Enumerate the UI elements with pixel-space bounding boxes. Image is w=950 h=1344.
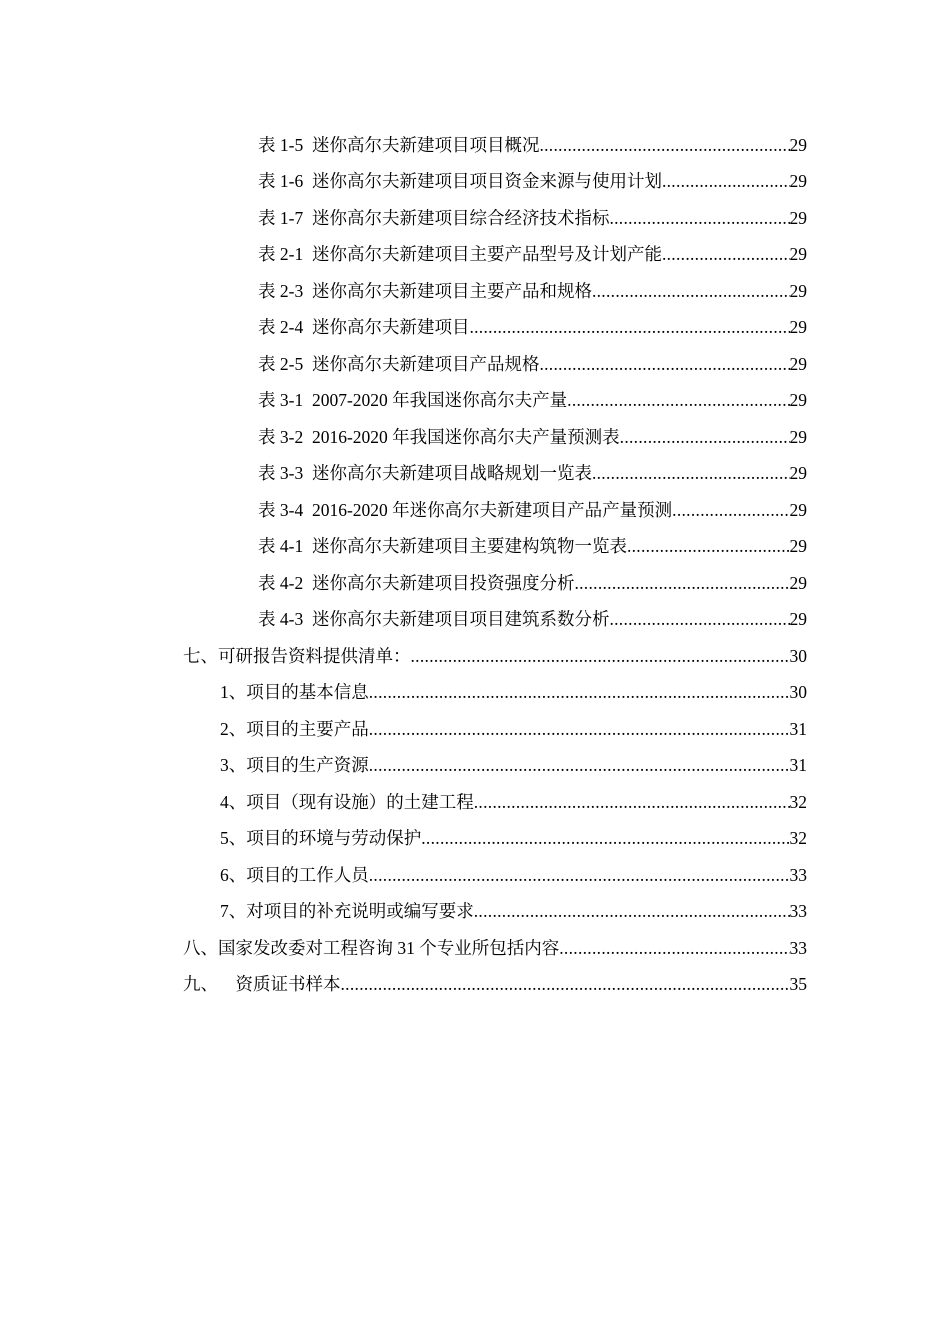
toc-dot-leader [627, 535, 790, 557]
toc-dot-leader [662, 243, 790, 265]
toc-page-number: 30 [789, 682, 807, 702]
toc-entry-text: 表 3-3 迷你高尔夫新建项目战略规划一览表 [258, 463, 592, 483]
toc-entry[interactable] [258, 485, 807, 521]
toc-entry-text: 表 1-6 迷你高尔夫新建项目项目资金来源与使用计划 [258, 171, 662, 191]
toc-entry[interactable] [258, 120, 807, 156]
toc-dot-leader [567, 389, 789, 411]
toc-entry[interactable] [220, 886, 807, 922]
toc-entry[interactable] [183, 923, 807, 959]
toc-entry[interactable] [220, 777, 807, 813]
toc-page-number: 29 [789, 354, 807, 374]
toc-page-number: 29 [789, 281, 807, 301]
toc-entry-text: 7、对项目的补充说明或编写要求 [220, 901, 474, 921]
toc-entry[interactable] [258, 521, 807, 557]
toc-dot-leader [369, 864, 790, 886]
toc-entry[interactable] [258, 594, 807, 630]
toc-entry-text: 6、项目的工作人员 [220, 865, 369, 885]
toc-entry[interactable] [258, 302, 807, 338]
toc-dot-leader [369, 718, 790, 740]
toc-entry[interactable] [183, 959, 807, 995]
toc-entry-text: 表 2-3 迷你高尔夫新建项目主要产品和规格 [258, 281, 592, 301]
toc-entry-text: 表 3-2 2016-2020 年我国迷你高尔夫产量预测表 [258, 427, 620, 447]
toc-dot-leader [539, 134, 789, 156]
toc-dot-leader [421, 827, 789, 849]
toc-entry[interactable] [258, 229, 807, 265]
toc-entry-text: 5、项目的环境与劳动保护 [220, 828, 422, 848]
toc-entry[interactable] [258, 193, 807, 229]
toc-page-number: 29 [789, 390, 807, 410]
toc-entry[interactable] [258, 558, 807, 594]
toc-page-number: 29 [789, 609, 807, 629]
toc-dot-leader [672, 499, 789, 521]
toc-entry-text: 七、可研报告资料提供清单： [183, 646, 411, 666]
toc-entry[interactable] [258, 156, 807, 192]
toc-entry[interactable] [220, 740, 807, 776]
toc-entry[interactable] [258, 266, 807, 302]
toc-page-number: 35 [789, 974, 807, 994]
toc-entry-text: 4、项目（现有设施）的土建工程 [220, 792, 474, 812]
toc-entry-text: 表 4-2 迷你高尔夫新建项目投资强度分析 [258, 573, 575, 593]
toc-entry[interactable] [258, 339, 807, 375]
toc-entry[interactable] [258, 375, 807, 411]
toc-dot-leader [574, 572, 789, 594]
toc-page-number: 29 [789, 463, 807, 483]
toc-entry-text: 表 1-7 迷你高尔夫新建项目综合经济技术指标 [258, 208, 610, 228]
toc-dot-leader [341, 973, 790, 995]
toc-dot-leader [369, 681, 790, 703]
toc-entry-text: 表 2-4 迷你高尔夫新建项目 [258, 317, 470, 337]
toc-page-number: 31 [789, 719, 807, 739]
toc-page-number: 29 [789, 135, 807, 155]
toc-dot-leader [620, 426, 790, 448]
toc-entry-text: 2、项目的主要产品 [220, 719, 369, 739]
toc-dot-leader [474, 900, 790, 922]
toc-entry-text: 表 2-5 迷你高尔夫新建项目产品规格 [258, 354, 540, 374]
toc-entry[interactable] [258, 412, 807, 448]
toc-page-number: 31 [789, 755, 807, 775]
toc-page-number: 29 [789, 244, 807, 264]
toc-dot-leader [609, 207, 789, 229]
toc-dot-leader [559, 937, 789, 959]
toc-page-number: 33 [789, 938, 807, 958]
toc-dot-leader [411, 645, 790, 667]
toc-dot-leader [592, 280, 790, 302]
toc-dot-leader [662, 170, 790, 192]
toc-entry[interactable] [220, 667, 807, 703]
toc-page-number: 29 [789, 427, 807, 447]
toc-entry[interactable] [220, 704, 807, 740]
toc-page-number: 32 [789, 828, 807, 848]
toc-dot-leader [474, 791, 790, 813]
toc-page-number: 33 [789, 901, 807, 921]
toc-entry[interactable] [220, 850, 807, 886]
toc-page-number: 29 [789, 536, 807, 556]
toc-page-number: 29 [789, 317, 807, 337]
toc-page-number: 29 [789, 573, 807, 593]
toc-page-number: 30 [789, 646, 807, 666]
toc-entry-text: 表 4-1 迷你高尔夫新建项目主要建构筑物一览表 [258, 536, 627, 556]
toc-entry-text: 九、 资质证书样本 [183, 974, 341, 994]
toc-page-number: 32 [789, 792, 807, 812]
toc-entry-text: 八、国家发改委对工程咨询 31 个专业所包括内容 [183, 938, 560, 958]
toc-dot-leader [539, 353, 789, 375]
toc-page-number: 29 [789, 171, 807, 191]
toc-dot-leader [369, 754, 790, 776]
toc-entry-text: 表 3-4 2016-2020 年迷你高尔夫新建项目产品产量预测 [258, 500, 673, 520]
toc-page-number: 29 [789, 208, 807, 228]
toc-entry-text: 表 1-5 迷你高尔夫新建项目项目概况 [258, 135, 540, 155]
toc-entry-text: 表 2-1 迷你高尔夫新建项目主要产品型号及计划产能 [258, 244, 662, 264]
toc-entry[interactable] [183, 631, 807, 667]
toc-entry-text: 1、项目的基本信息 [220, 682, 369, 702]
toc-entry-text: 表 4-3 迷你高尔夫新建项目项目建筑系数分析 [258, 609, 610, 629]
toc-entry[interactable] [220, 813, 807, 849]
toc-entry[interactable] [258, 448, 807, 484]
toc-page-number: 29 [789, 500, 807, 520]
toc-page-number: 33 [789, 865, 807, 885]
toc-entry-text: 表 3-1 2007-2020 年我国迷你高尔夫产量 [258, 390, 568, 410]
toc-entry-text: 3、项目的生产资源 [220, 755, 369, 775]
toc-dot-leader [592, 462, 790, 484]
toc-dot-leader [469, 316, 789, 338]
toc-dot-leader [609, 608, 789, 630]
